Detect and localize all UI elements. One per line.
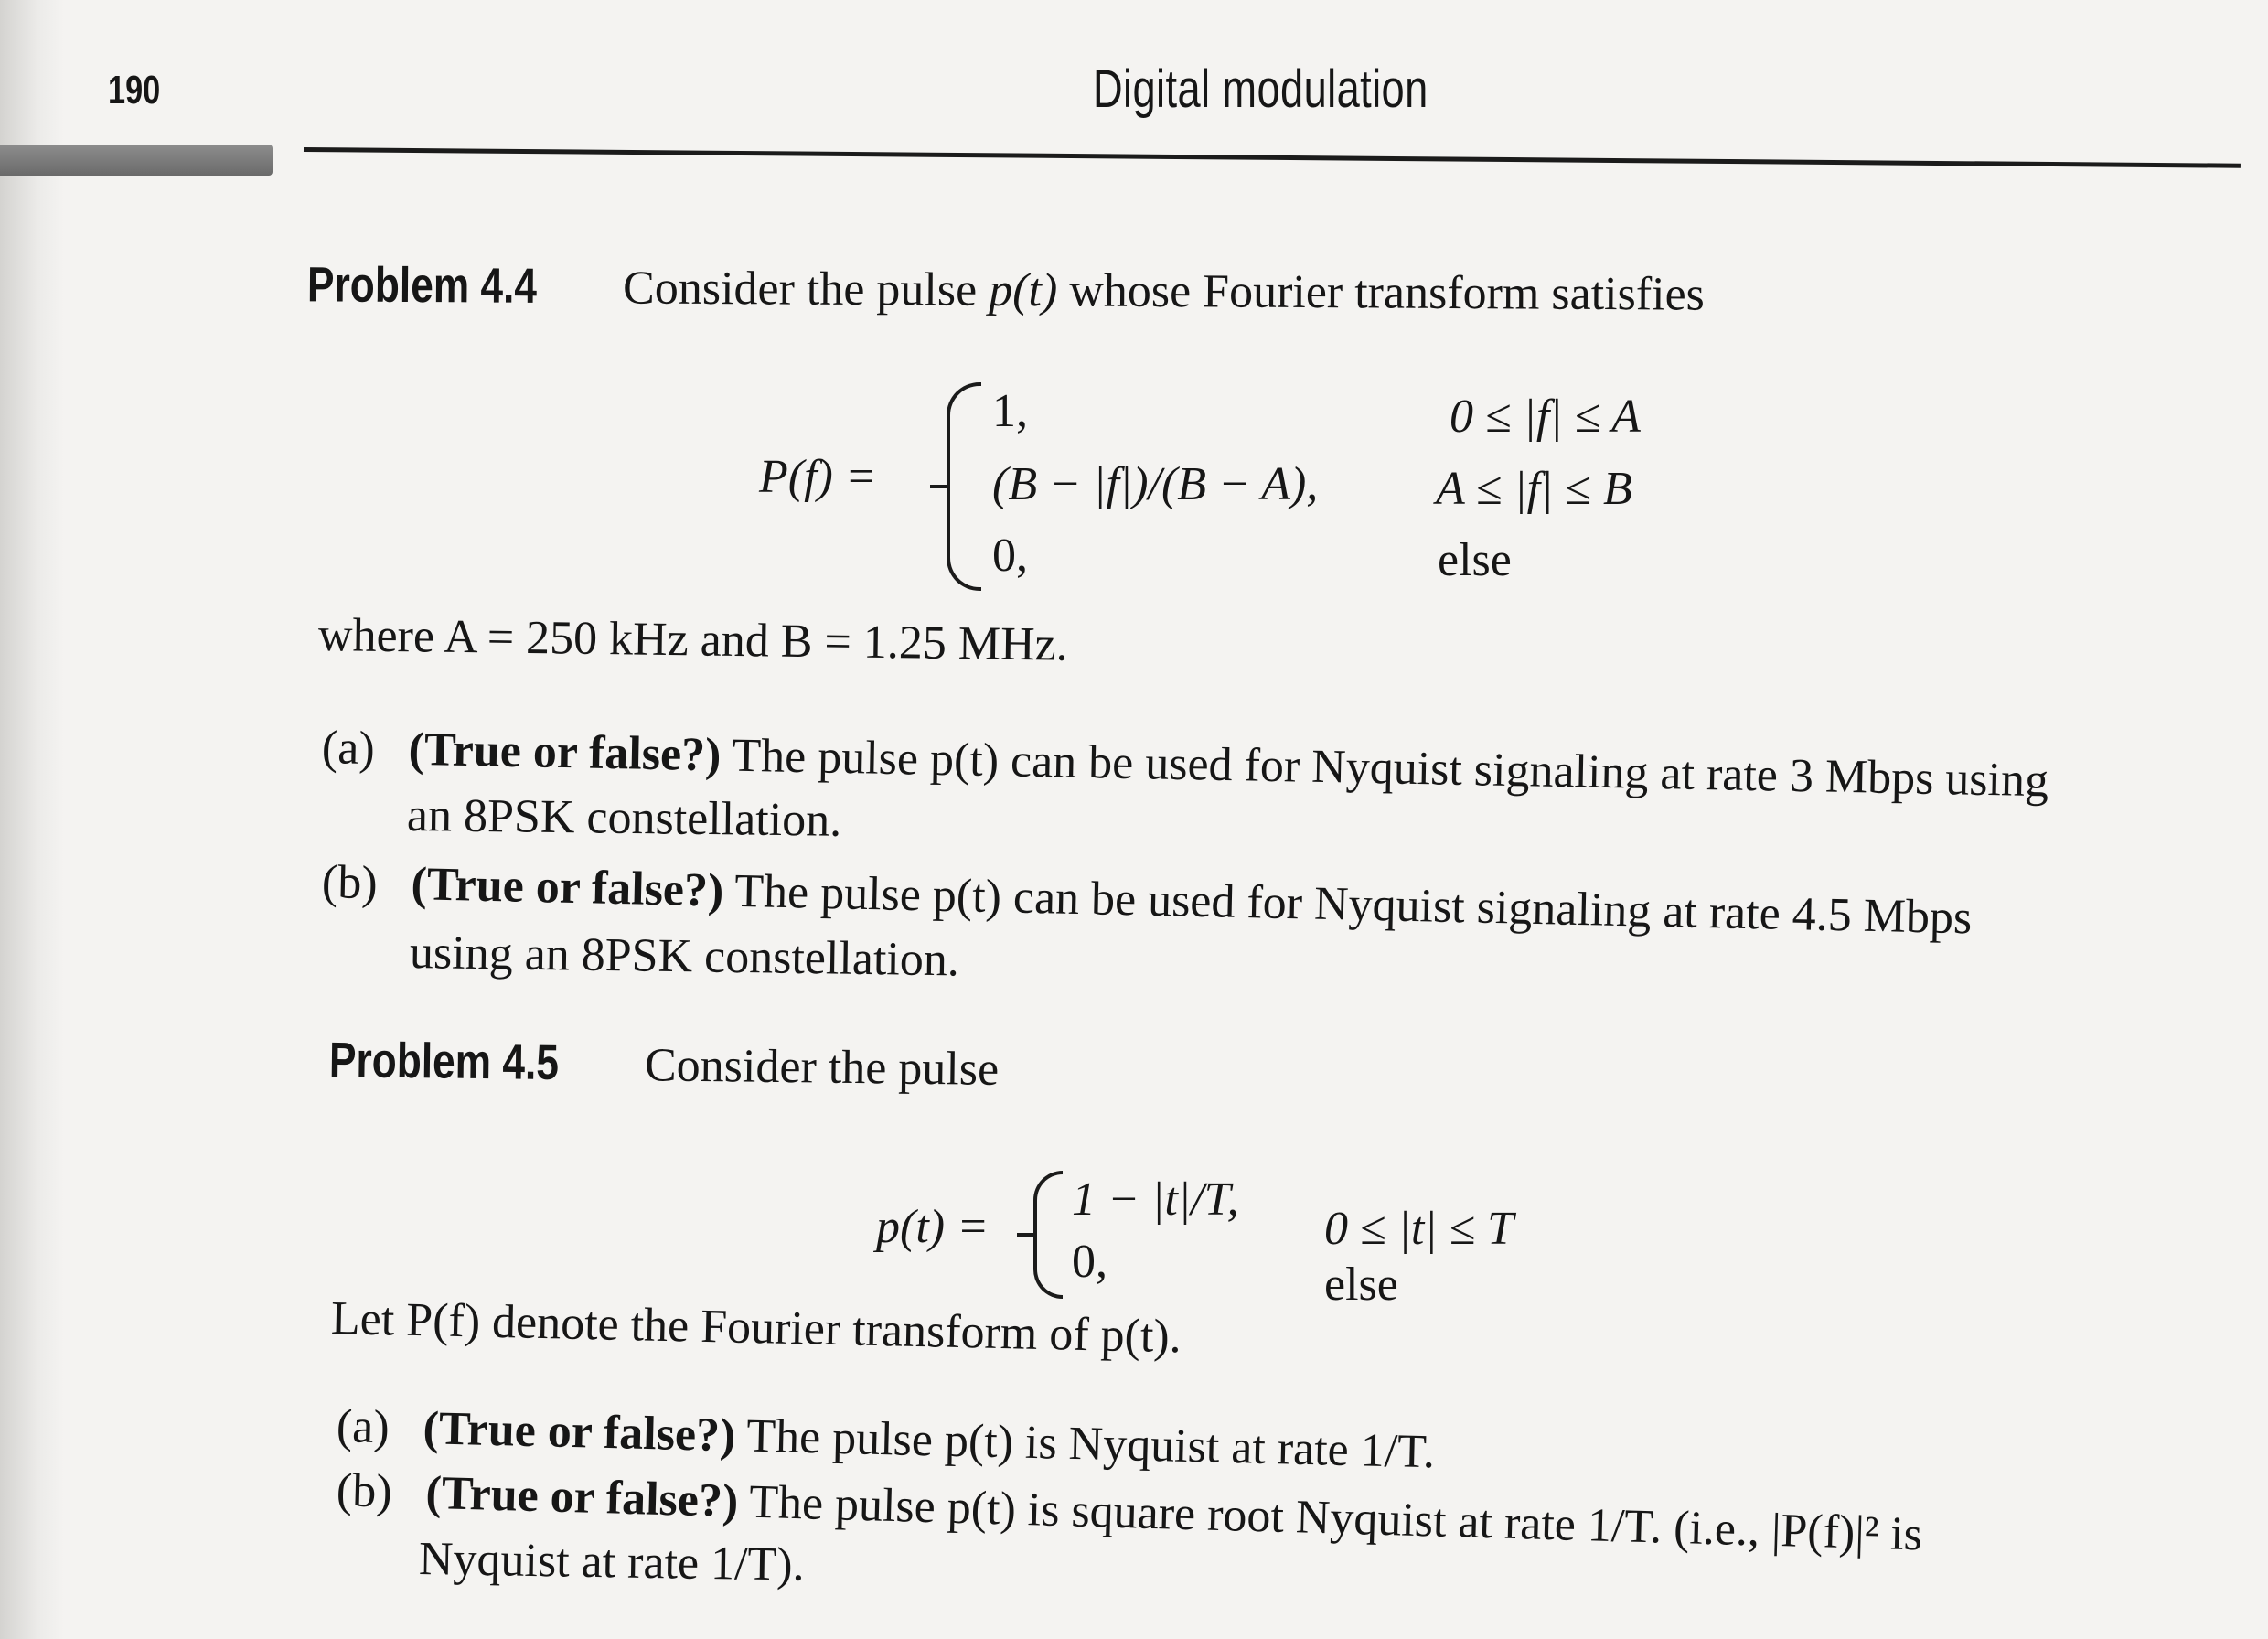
equation-2-case-2-expr: 0, (1072, 1236, 1107, 1288)
problem-4-4-label: Problem 4.4 (306, 257, 538, 314)
problem-4-4-intro-prefix: Consider the pulse (622, 262, 990, 316)
part-b2-tag: (b) (336, 1464, 393, 1518)
part-b-tag: (b) (321, 856, 379, 910)
equation-case-2-expr: (B − |f|)/(B − A), (992, 458, 1319, 510)
part-a-tag: (a) (321, 722, 376, 776)
running-title: Digital modulation (1093, 59, 1428, 119)
part-b-statement: The pulse p(t) can be used for Nyquist signaling at rate 4.5 Mbps (722, 864, 1973, 945)
part-a2-tag: (a) (336, 1400, 390, 1454)
problem-4-5-heading (329, 1032, 1000, 1097)
header-rule (304, 147, 2241, 168)
problem-4-4-intro-suffix: whose Fourier transform satisfies (1057, 264, 1706, 321)
page-number: 190 (108, 68, 161, 112)
part-b-line-2: using an 8PSK constellation. (409, 927, 960, 987)
part-a2-true-false: (True or false?) (423, 1402, 737, 1462)
equation-2-lhs: p(t) = (876, 1201, 990, 1253)
part-b2-true-false: (True or false?) (424, 1466, 740, 1528)
equation-2-case-2-cond: else (1324, 1259, 1398, 1311)
equation-2-case-1-expr: 1 − |t|/T, (1072, 1173, 1239, 1226)
part-b2-line-2: Nyquist at rate 1/T). (418, 1533, 806, 1591)
equation-lhs: P(f) = (759, 451, 877, 503)
part-a-true-false: (True or false?) (408, 723, 722, 782)
problem-4-4-where: where A = 250 kHz and B = 1.25 MHz. (317, 609, 1069, 671)
part-a-line-2: an 8PSK constellation. (406, 789, 842, 847)
equation-case-1-expr: 1, (992, 385, 1028, 437)
problem-4-5-let: Let P(f) denote the Fourier transform of p(t). (330, 1292, 1182, 1364)
problem-4-4-intro-pulse: p(t) (989, 263, 1058, 317)
equation-2-case-1-cond: 0 ≤ |t| ≤ T (1324, 1203, 1514, 1255)
equation-case-3-cond: else (1438, 534, 1512, 586)
equation-case-3-expr: 0, (992, 530, 1028, 582)
equation-case-2-cond: A ≤ |f| ≤ B (1436, 463, 1632, 515)
problem-4-5-intro: Consider the pulse (644, 1039, 1000, 1096)
gutter-shadow (0, 0, 64, 1639)
part-a2-statement: The pulse p(t) is Nyquist at rate 1/T. (734, 1409, 1436, 1479)
chapter-thumb-bar (0, 145, 273, 176)
equation-case-1-cond: 0 ≤ |f| ≤ A (1450, 391, 1641, 443)
equation-brace (947, 382, 981, 591)
part-b2-statement: The pulse p(t) is square root Nyquist at rate 1/T. (i.e., |P(f)|² is (737, 1475, 1923, 1561)
part-a-statement: The pulse p(t) can be used for Nyquist signaling at rate 3 Mbps using (720, 729, 2049, 808)
equation-2-brace (1033, 1171, 1063, 1299)
part-b-true-false: (True or false?) (410, 858, 724, 917)
problem-4-5-label: Problem 4.5 (328, 1033, 560, 1091)
problem-4-4-heading (307, 256, 1705, 321)
